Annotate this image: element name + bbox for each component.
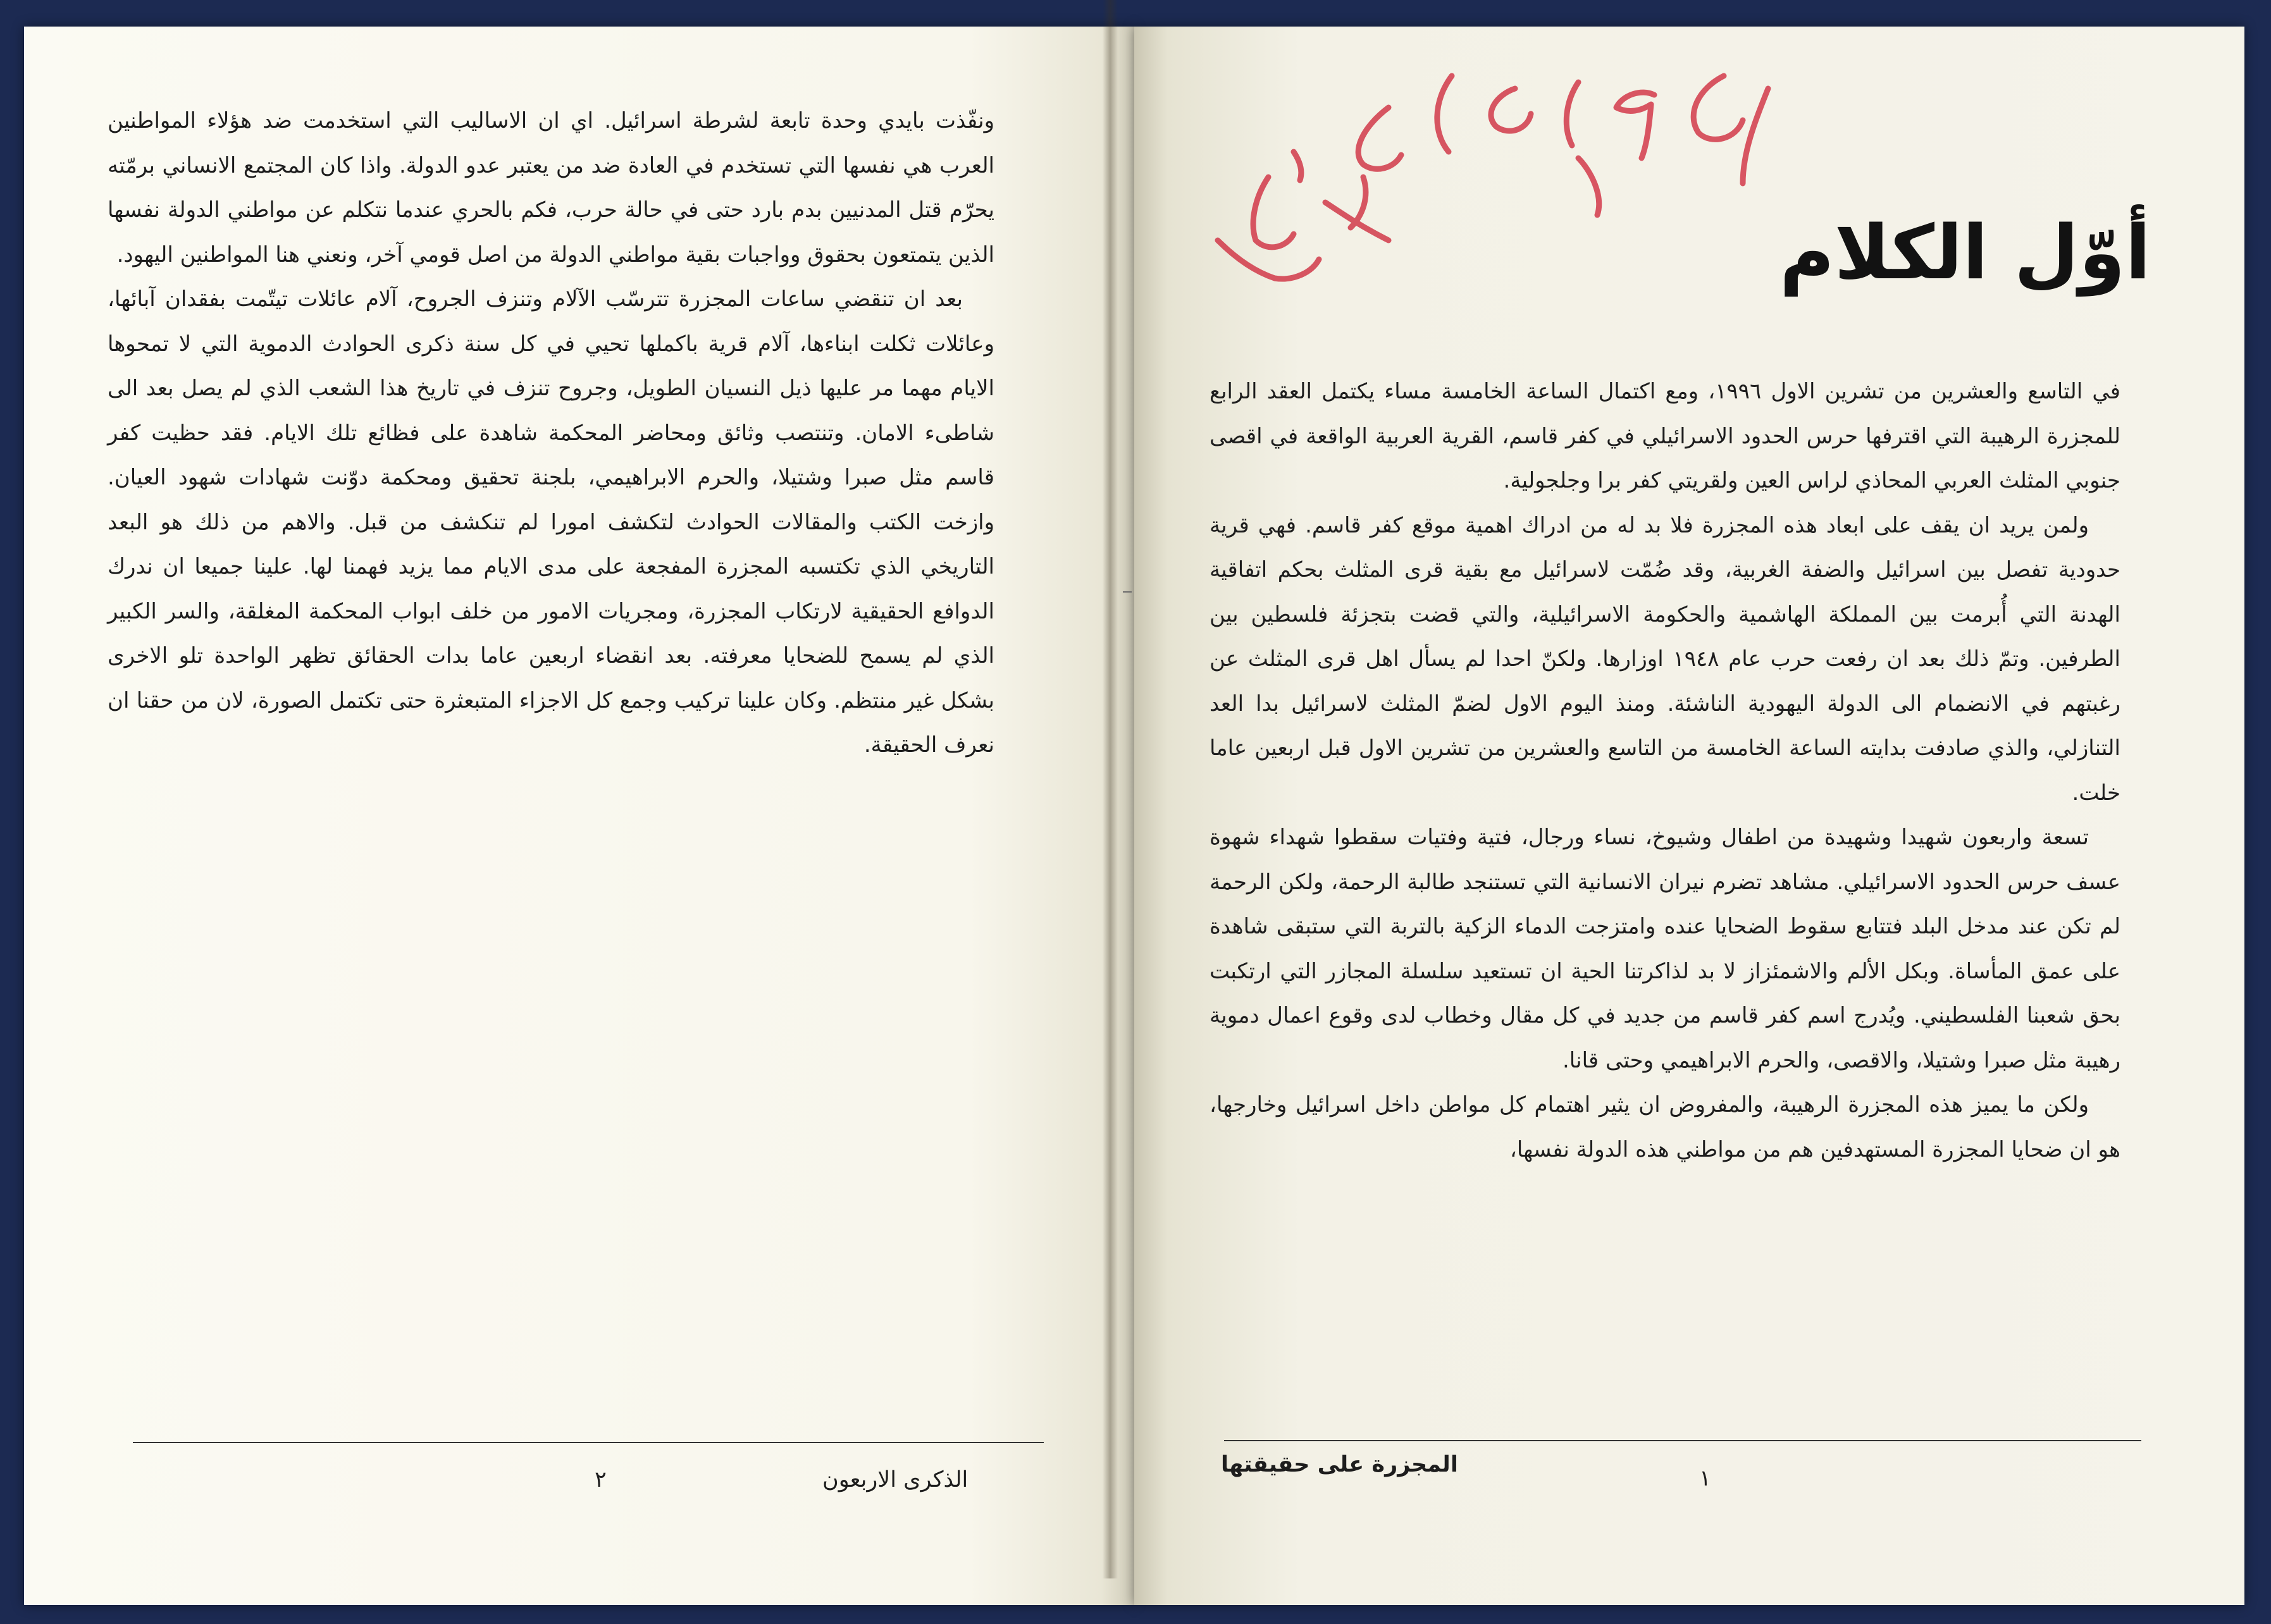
right-paragraph-4: ولكن ما يميز هذه المجزرة الرهيبة، والمفروض ان يثير اهتمام كل مواطن داخل اسرائيل وخارجها، هو ان ضحايا المجزرة المستهدفين هم من مواطني هذه الدولة نفسها،: [1210, 1092, 2120, 1162]
left-paragraph-2: بعد ان تنقضي ساعات المجزرة تترسّب الآلام وتنزف الجروح، آلام عائلات تيتّمت بفقدان آبائها، وعائلات ثكلت ابناءها، آلام قرية باكملها تحيي في كل سنة ذكرى الحوادث الدموية التي لا تمحوها الايام مهما مر عليها ذيل النسيان الطويل، وجروح تنزف في تاريخ هذا الشعب الذي لم يصل بعد الى شاطىء الامان. وتنتصب وثائق ومحاضر المحكمة شاهدة على فظائع تلك الايام. فقد حظيت كفر قاسم مثل صبرا وشتيلا، والحرم الابراهيمي، بلجنة تحقيق ومحكمة دوّنت شهادات شهود العيان. وازخت الكتب والمقالات الحوادث لتكشف امورا لم تنكشف من قبل. والاهم من ذلك هو البعد التاريخي الذي تكتسبه المجزرة المفجعة على مدى الايام مما يزيد فهمنا لها. علينا جميعا ان ندرك الدوافع الحقيقية لارتكاب المجزرة، ومجريات الامور من خلف ابواب المحكمة المغلقة، والسر الكبير الذي لم يسمح للضحايا معرفته. بعد انقضاء اربعين عاما بدات الحقائق تظهر الواحدة تلو الاخرى بشكل غير منتظم. وكان علينا تركيب وجمع كل الاجزاء المتبعثرة حتى تكتمل الصورة، لان من حقنا ان نعرف الحقيقة.: [108, 286, 994, 758]
page-title: أوّل الكلام: [1779, 209, 2151, 296]
left-page-number: ٢: [595, 1467, 607, 1492]
right-page-number: ١: [1699, 1466, 1711, 1491]
left-page-body: [108, 99, 994, 768]
left-footer-rule: [133, 1442, 1044, 1443]
right-footer-rule: [1224, 1440, 2141, 1441]
margin-tick-mark: [1123, 591, 1132, 593]
right-page-body: [1210, 369, 2120, 1172]
page-fold: [1103, 0, 1118, 1578]
left-paragraph-1: ونفّذت بايدي وحدة تابعة لشرطة اسرائيل. اي ان الاساليب التي استخدمت ضد هؤلاء المواطنين العرب هي نفسها التي تستخدم في العادة ضد من يعتبر عدو الدولة. واذا كان المجتمع الانساني برمّته يحرّم قتل المدنيين بدم بارد حتى في حالة حرب، فكم بالحري عندما نتكلم عن مواطني الدولة نفسها الذين يتمتعون بحقوق وواجبات بقية مواطني الدولة من اصل قومي آخر، ونعني هنا المواطنين اليهود.: [108, 108, 994, 268]
right-paragraph-1: في التاسع والعشرين من تشرين الاول ١٩٩٦، ومع اكتمال الساعة الخامسة مساء يكتمل العقد الرابع للمجزرة الرهيبة التي اقترفها حرس الحدود الاسرائيلي في كفر قاسم، القرية العربية الواقعة في اقصى جنوبي المثلث العربي المحاذي لراس العين ولقريتي كفر برا وجلجولية.: [1210, 379, 2120, 493]
right-footer-label: المجزرة على حقيقتها: [1221, 1452, 1458, 1477]
left-footer-label: الذكرى الاربعون: [822, 1467, 968, 1492]
right-paragraph-2: ولمن يريد ان يقف على ابعاد هذه المجزرة فلا بد له من ادراك اهمية موقع كفر قاسم. فهي قرية حدودية تفصل بين اسرائيل والضفة الغربية، وقد ضُمّت لاسرائيل مع بقية قرى المثلث بحكم اتفاقية الهدنة التي أُبرمت بين المملكة الهاشمية والحكومة الاسرائيلية، والتي قضت بتجزئة فلسطين بين الطرفين. وتمّ ذلك بعد ان رفعت حرب عام ١٩٤٨ اوزارها. ولكنّ احدا لم يسأل اهل قرى المثلث عن رغبتهم في الانضمام الى الدولة اليهودية الناشئة. ومنذ اليوم الاول لضمّ المثلث لاسرائيل بدا العد التنازلي، والذي صادفت بدايته الساعة الخامسة من التاسع والعشرين من تشرين الاول قبل اربعين عاما خلت.: [1210, 512, 2120, 806]
right-paragraph-3: تسعة واربعون شهيدا وشهيدة من اطفال وشيوخ، نساء ورجال، فتية وفتيات سقطوا شهداء شهوة عسف حرس الحدود الاسرائيلي. مشاهد تضرم نيران الانسانية التي تستنجد طالبة الرحمة، ولكن الرحمة لم تكن عند مدخل البلد فتتابع سقوط الضحايا عنده وامتزجت الدماء الزكية بالتربة التي ستبقى شاهدة على عمق المأساة. وبكل الألم والاشمئزاز لا بد لذاكرتنا الحية ان تستعيد سلسلة المجازر التي ارتكبت بحق شعبنا الفلسطيني. ويُدرج اسم كفر قاسم من جديد في كل مقال وخطاب لدى وقوع اعمال دموية رهيبة مثل صبرا وشتيلا، والاقصى، والحرم الابراهيمي وحتى قانا.: [1210, 825, 2120, 1073]
